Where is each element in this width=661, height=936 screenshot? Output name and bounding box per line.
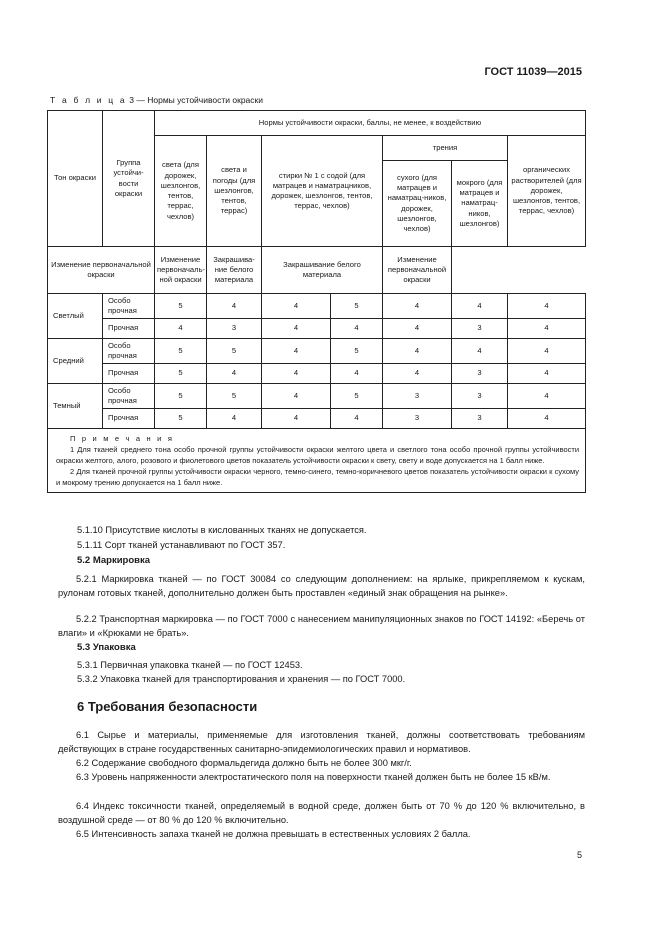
value-cell: 3 bbox=[452, 384, 508, 409]
header-change-color-organic: Изменение первоначальной окраски bbox=[383, 247, 452, 294]
value-cell: 4 bbox=[508, 319, 586, 339]
value-cell: 4 bbox=[452, 339, 508, 364]
header-group: Группа устойчи-вости окраски bbox=[103, 111, 155, 247]
header-staining-wash: Закрашива-ние белого материала bbox=[207, 247, 262, 294]
header-wet: мокрого (для матрацев и наматрац-ников, шезлонгов) bbox=[452, 161, 508, 247]
document-code: ГОСТ 11039—2015 bbox=[484, 66, 582, 78]
value-cell: 3 bbox=[383, 409, 452, 429]
value-cell: 5 bbox=[155, 294, 207, 319]
value-cell: 4 bbox=[383, 319, 452, 339]
note-1: 1 Для тканей среднего тона особо прочной группы устойчивости окраски желтого цвета и светлого тона особо прочной группы устойчивости окраски желтого, алого, розового и фиолетового цветов показатель устойчивости окраски к свету, свету и воде допускается на 1 балл ниже. bbox=[56, 444, 580, 465]
header-norms: Нормы устойчивости окраски, баллы, не менее, к воздействию bbox=[155, 111, 586, 136]
group-cell: Прочная bbox=[103, 364, 155, 384]
value-cell: 4 bbox=[508, 339, 586, 364]
value-cell: 4 bbox=[207, 364, 262, 384]
norms-table bbox=[47, 110, 586, 493]
table-row bbox=[48, 339, 586, 364]
value-cell: 4 bbox=[331, 364, 383, 384]
value-cell: 4 bbox=[383, 364, 452, 384]
paragraph-5-1-10: 5.1.10 Присутствие кислоты в кислованных тканях не допускается. bbox=[77, 525, 367, 535]
value-cell: 3 bbox=[207, 319, 262, 339]
table-caption bbox=[50, 95, 263, 105]
tone-cell: Средний bbox=[48, 339, 103, 384]
value-cell: 5 bbox=[207, 339, 262, 364]
value-cell: 4 bbox=[262, 384, 331, 409]
paragraph-6-1: 6.1 Сырье и материалы, применяемые для изготовления тканей, должны соответствовать требованиям действующих в стране государственных санитарно-эпидемиологических правил и нормативов. bbox=[58, 730, 585, 755]
header-staining-friction: Закрашивание белого материала bbox=[262, 247, 383, 294]
notes-row bbox=[48, 429, 586, 493]
group-cell: Особо прочная bbox=[103, 384, 155, 409]
header-change-color: Изменение первоначальной окраски bbox=[48, 247, 155, 294]
value-cell: 5 bbox=[155, 409, 207, 429]
paragraph-5-2-1: 5.2.1 Маркировка тканей — по ГОСТ 30084 со следующим дополнением: на ярлыке, прикрепляемом к кускам, рулонам готовых тканей, дополнительно должен быть проставлен «единый знак обращения на рынке». bbox=[58, 574, 585, 599]
value-cell: 4 bbox=[508, 409, 586, 429]
value-cell: 5 bbox=[155, 364, 207, 384]
header-tone: Тон окраски bbox=[48, 111, 103, 247]
header-organic: органических растворителей (для дорожек, шезлонгов, тентов, террас, чехлов) bbox=[508, 136, 586, 247]
group-cell: Особо прочная bbox=[103, 339, 155, 364]
group-cell: Прочная bbox=[103, 409, 155, 429]
table-row bbox=[48, 294, 586, 319]
paragraph-5-2-2: 5.2.2 Транспортная маркировка — по ГОСТ 7000 с нанесением манипуляционных знаков по ГОСТ 14192: «Беречь от влаги» и «Крюками не брать». bbox=[58, 614, 585, 639]
paragraph-6-5: 6.5 Интенсивность запаха тканей не должна превышать в естественных условиях 2 балла. bbox=[76, 829, 471, 839]
notes-cell bbox=[48, 429, 586, 493]
note-2: 2 Для тканей прочной группы устойчивости окраски черного, темно-синего, темно-коричневого цветов показатель устойчивости окраски к сухому и мокрому трению допускается на 1 балл ниже. bbox=[56, 466, 580, 487]
paragraph-5-1-11: 5.1.11 Сорт тканей устанавливают по ГОСТ 357. bbox=[77, 540, 286, 550]
paragraph-5-3-2: 5.3.2 Упаковка тканей для транспортирования и хранения — по ГОСТ 7000. bbox=[77, 674, 406, 684]
table-caption-prefix: Т а б л и ц а bbox=[50, 95, 127, 105]
value-cell: 3 bbox=[452, 409, 508, 429]
value-cell: 4 bbox=[207, 409, 262, 429]
value-cell: 4 bbox=[262, 409, 331, 429]
value-cell: 4 bbox=[508, 294, 586, 319]
value-cell: 5 bbox=[331, 339, 383, 364]
table-row bbox=[48, 364, 586, 384]
header-wash: стирки № 1 с содой (для матрацев и наматрацников, дорожек, шезлонгов, тентов, террас, чехлов) bbox=[262, 136, 383, 247]
value-cell: 4 bbox=[262, 339, 331, 364]
value-cell: 5 bbox=[155, 384, 207, 409]
value-cell: 3 bbox=[452, 319, 508, 339]
paragraph-6-2: 6.2 Содержание свободного формальдегида должно быть не более 300 мкг/г. bbox=[76, 758, 412, 768]
table-row bbox=[48, 319, 586, 339]
group-cell: Особо прочная bbox=[103, 294, 155, 319]
paragraph-5-3-1: 5.3.1 Первичная упаковка тканей — по ГОСТ 12453. bbox=[77, 660, 303, 670]
value-cell: 4 bbox=[508, 364, 586, 384]
heading-5-2: 5.2 Маркировка bbox=[77, 555, 151, 566]
table-caption-title: — Нормы устойчивости окраски bbox=[136, 95, 264, 105]
header-light: света (для дорожек, шезлонгов, тентов, террас, чехлов) bbox=[155, 136, 207, 247]
tone-cell: Светлый bbox=[48, 294, 103, 339]
header-light-weather: света и погоды (для шезлонгов, тентов, террас) bbox=[207, 136, 262, 247]
header-dry: сухого (для матрацев и наматрац-ников, дорожек, шезлонгов, чехлов) bbox=[383, 161, 452, 247]
table-row bbox=[48, 384, 586, 409]
notes-title: П р и м е ч а н и я bbox=[70, 434, 175, 443]
header-friction: трения bbox=[383, 136, 508, 161]
value-cell: 4 bbox=[207, 294, 262, 319]
value-cell: 3 bbox=[452, 364, 508, 384]
value-cell: 4 bbox=[331, 319, 383, 339]
header-change-color-wash: Изменение первоначаль-ной окраски bbox=[155, 247, 207, 294]
value-cell: 5 bbox=[331, 384, 383, 409]
value-cell: 4 bbox=[383, 339, 452, 364]
paragraph-6-3: 6.3 Уровень напряженности электростатического поля на поверхности тканей должен быть не более 15 кВ/м. bbox=[76, 772, 551, 782]
table-caption-number: 3 bbox=[129, 95, 134, 105]
value-cell: 5 bbox=[155, 339, 207, 364]
value-cell: 4 bbox=[262, 294, 331, 319]
value-cell: 3 bbox=[383, 384, 452, 409]
value-cell: 4 bbox=[262, 364, 331, 384]
value-cell: 4 bbox=[383, 294, 452, 319]
value-cell: 4 bbox=[331, 409, 383, 429]
value-cell: 4 bbox=[508, 384, 586, 409]
value-cell: 4 bbox=[155, 319, 207, 339]
page-number: 5 bbox=[576, 850, 582, 860]
value-cell: 4 bbox=[262, 319, 331, 339]
value-cell: 4 bbox=[452, 294, 508, 319]
table-row bbox=[48, 409, 586, 429]
tone-cell: Темный bbox=[48, 384, 103, 429]
value-cell: 5 bbox=[207, 384, 262, 409]
group-cell: Прочная bbox=[103, 319, 155, 339]
heading-5-3: 5.3 Упаковка bbox=[77, 642, 136, 653]
heading-section-6: 6 Требования безопасности bbox=[77, 699, 258, 714]
paragraph-6-4: 6.4 Индекс токсичности тканей, определяемый в водной среде, должен быть от 70 % до 120 % включительно, в воздушной среде — от 80 % до 120 % включительно. bbox=[58, 801, 585, 826]
value-cell: 5 bbox=[331, 294, 383, 319]
